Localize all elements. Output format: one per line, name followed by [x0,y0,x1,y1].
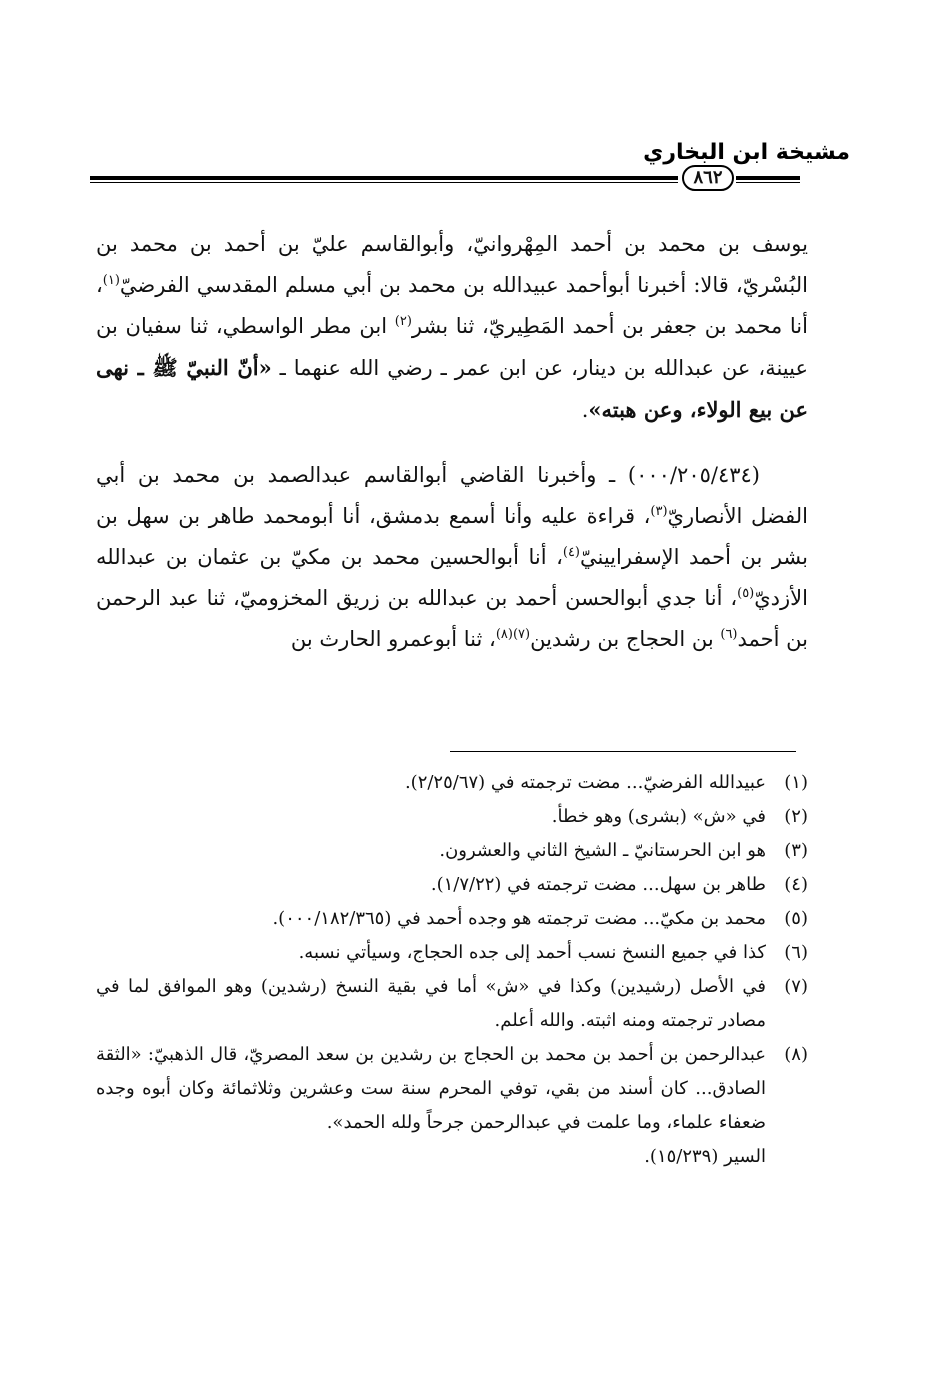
para2-text-f: ، ثنا أبوعمرو الحارث بن [290,627,496,651]
footnote-number: (٥) [784,908,808,929]
footnote-number: (٦) [784,942,808,963]
running-title: مشيخة ابن البخاري [643,140,850,165]
footnote-text: هو ابن الحرستانيّ ـ الشيخ الثاني والعشرون. [439,840,766,861]
footnote-ref-8: (٨) [495,627,513,642]
footnote-item [96,868,808,902]
para2-text-c: ، أنا أبوالحسين محمد بن مكيّ بن عثمان بن عبدالله الأزديّ [96,545,808,610]
main-text [96,224,808,660]
footnote-ref-6: (٦) [720,627,738,642]
footnote-separator [450,751,796,752]
para2-text-a: (٠٠٠/٢٠٥/٤٣٤) ـ وأخبرنا القاضي أبوالقاسم عبدالصمد بن محمد بن أبي الفضل الأنصاريّ [96,463,808,528]
paragraph-2 [96,455,808,660]
para1-text-c: ابن مطر الواسطي، ثنا سفيان بن عيينة، عن عبدالله بن دينار، عن ابن عمر ـ رضي الله عنهما ـ [96,314,809,380]
footnote-source: السير (١٥/٢٣٩). [644,1146,766,1167]
footnote-item [96,834,808,868]
paragraph-1 [96,224,808,431]
page-number: ٨٦٢ [682,165,734,191]
footnote-text: طاهر بن سهل... مضت ترجمته في (١/٧/٢٢). [430,874,766,895]
footnote-text: عبيدالله الفرضيّ... مضت ترجمته في (٢/٢٥/٦٧). [404,772,766,793]
para1-end: . [581,398,589,422]
footnote-ref-5: (٥) [737,586,755,601]
para1-text-a: يوسف بن محمد بن أحمد المِهْروانيّ، وأبوالقاسم عليّ بن أحمد بن محمد بن البُسْريّ، قالا: أخبرنا أبوأحمد عبيدالله بن محمد بن أبي مسلم المقدسي الفرضيّ [96,232,808,297]
footnote-ref-1: (١) [102,273,120,288]
para2-text-d: ، أنا جدي أبوالحسن أحمد بن عبدالله بن زريق المخزوميّ، ثنا عبد الرحمن بن أحمد [96,586,808,651]
footnote-item [96,1038,808,1174]
para1-text-b: ، أنا محمد بن جعفر بن أحمد المَطِيريّ، ثنا بشر [96,273,808,338]
footnote-ref-7: (٧) [512,627,531,642]
footnote-text: في الأصل (رشيدين) وكذا في «ش» أما في بقية النسخ (رشدين) وهو الموافق لما في مصادر ترجمته ومنه اثبته. والله أعلم. [96,976,766,1031]
footnote-text: محمد بن مكيّ... مضت ترجمته هو وجده أحمد في (٠٠٠/١٨٢/٣٦٥). [272,908,766,929]
footnote-ref-4: (٤) [562,545,580,560]
footnote-ref-3: (٣) [650,504,668,519]
footnote-number: (٣) [784,840,808,861]
footnote-number: (٨) [784,1044,808,1065]
footnote-ref-2: (٢) [394,314,412,329]
footnotes-list [96,766,808,1174]
footnote-text: كذا في جميع النسخ نسب أحمد إلى جده الحجاج، وسيأتي نسبه. [298,942,766,963]
para2-text-b: ، قراءة عليه وأنا أسمع بدمشق، أنا أبومحمد طاهر بن سهل بن بشر بن أحمد الإسفرايينيّ [96,504,808,569]
footnote-number: (٤) [784,874,808,895]
hadith-text: «أنّ النبيّ ﷺ ـ نهى عن بيع الولاء، وعن هبته» [96,355,808,422]
footnote-number: (١) [784,772,808,793]
header-rule-left [90,176,678,183]
footnote-item [96,970,808,1038]
para2-text-e: بن الحجاج بن رشدين [530,627,721,651]
header-rule-right [736,176,800,183]
footnote-number: (٧) [784,976,808,997]
footnote-item [96,902,808,936]
footnote-text: في «ش» (بشرى) وهو خطأ. [551,806,766,827]
footnote-number: (٢) [784,806,808,827]
footnote-item [96,936,808,970]
footnote-item [96,800,808,834]
footnote-item [96,766,808,800]
footnote-text: عبدالرحمن بن أحمد بن محمد بن الحجاج بن رشدين بن سعد المصريّ، قال الذهبيّ: «الثقة الصادق... كان أسند من بقي، توفي المحرم سنة ست وعشرين وثلاثمائة وكان أبوه وجده ضعفاء علماء، وما علمت في عبدالرحمن جرحاً ولله الحمد». [96,1044,766,1133]
